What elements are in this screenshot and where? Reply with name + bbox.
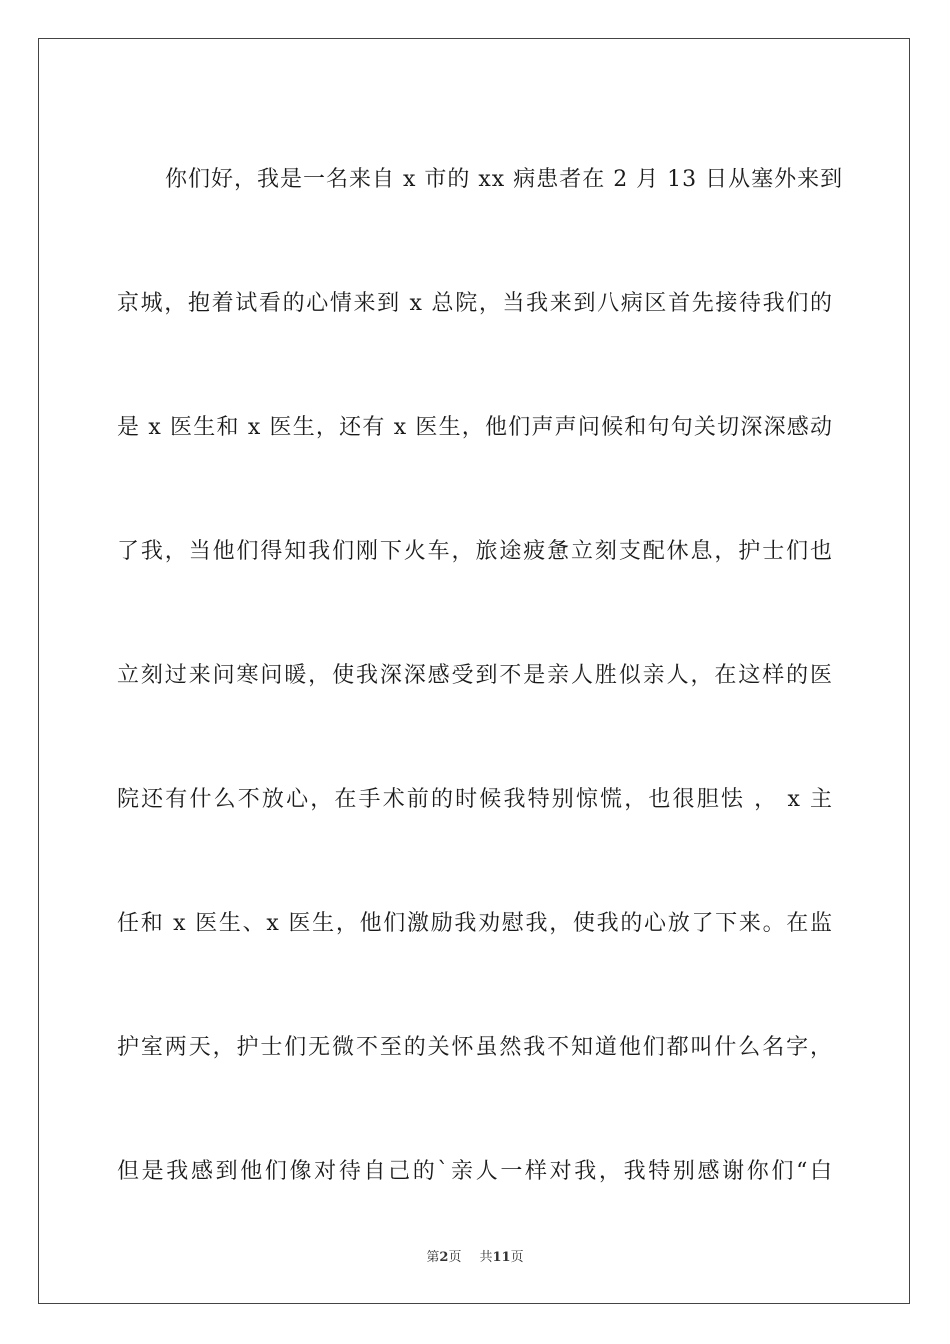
text-line-2: 京城，抱着试看的心情来到 x 总院，当我来到八病区首先接待我们的 <box>117 291 833 316</box>
text-line-7: 任和 x 医生、x 医生，他们激励我劝慰我，使我的心放了下来。在监 <box>117 911 833 936</box>
total-suffix: 页 <box>510 1250 524 1265</box>
page-number: 2 <box>439 1250 449 1265</box>
text-line-1: 你们好，我是一名来自 x 市的 xx 病患者在 2 月 13 日从塞外来到 <box>165 167 844 192</box>
page-prefix: 第 <box>426 1250 440 1265</box>
text-line-9: 但是我感到他们像对待自己的`亲人一样对我，我特别感谢你们“白 <box>117 1159 833 1184</box>
text-line-5: 立刻过来问寒问暖，使我深深感受到不是亲人胜似亲人，在这样的医 <box>117 663 833 688</box>
text-line-6: 院还有什么不放心，在手术前的时候我特别惊慌，也很胆怯 ， x 主 <box>117 787 833 812</box>
text-line-4: 了我，当他们得知我们刚下火车，旅途疲惫立刻支配休息，护士们也 <box>117 539 833 564</box>
total-pages: 11 <box>492 1250 511 1265</box>
text-line-8: 护室两天，护士们无微不至的关怀虽然我不知道他们都叫什么名字， <box>117 1035 833 1060</box>
text-line-3: 是 x 医生和 x 医生，还有 x 医生，他们声声问候和句句关切深深感动 <box>117 415 833 440</box>
page-suffix: 页 <box>448 1250 462 1265</box>
document-body <box>117 118 844 1234</box>
total-prefix: 共 <box>479 1250 493 1265</box>
page-footer <box>0 1246 950 1265</box>
